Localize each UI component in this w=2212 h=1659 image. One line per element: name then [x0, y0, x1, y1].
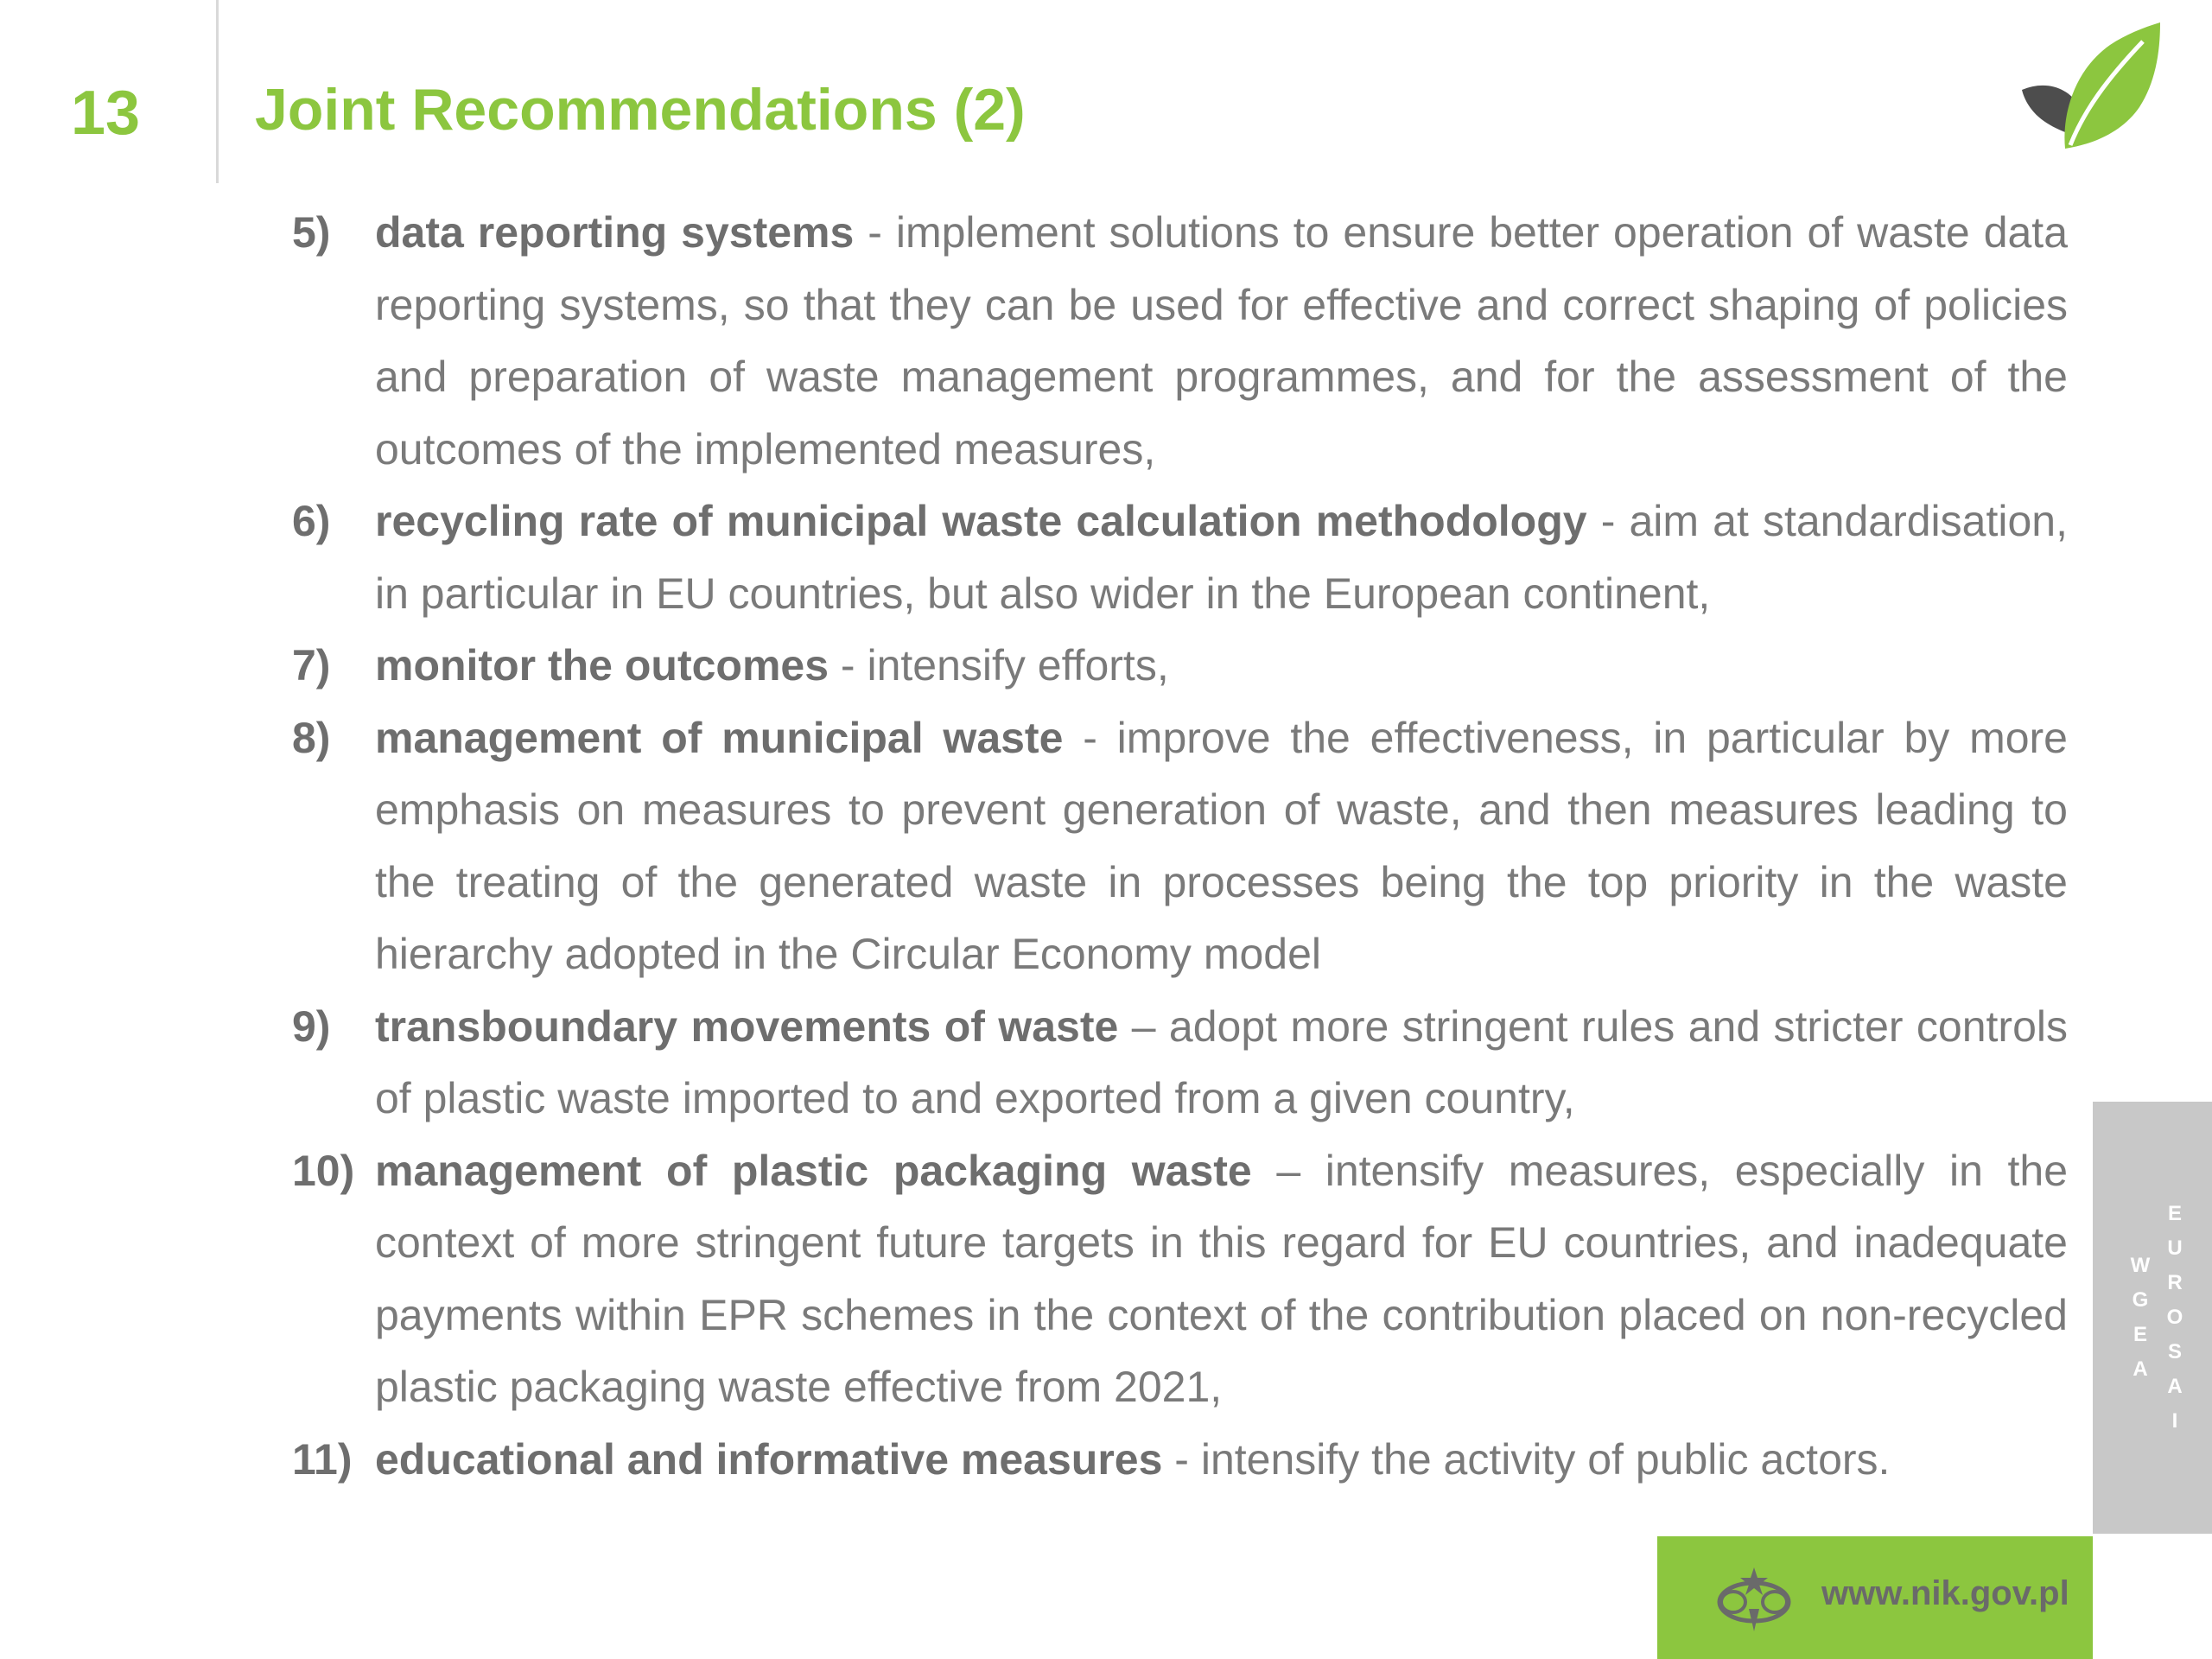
recommendation-item	[292, 197, 2068, 486]
recommendation-number: 10)	[292, 1146, 355, 1195]
side-tab-letter: U	[2167, 1236, 2183, 1260]
nik-website-link[interactable]: www.nik.gov.pl	[1821, 1574, 2069, 1612]
recommendation-number: 5)	[292, 208, 331, 257]
side-tab-eurosai	[2162, 1197, 2188, 1439]
side-tab-wgea	[2127, 1249, 2153, 1387]
recommendation-item	[292, 486, 2068, 630]
green-leaf-logo-icon	[2012, 19, 2167, 149]
slide-title: Joint Recommendations (2)	[255, 77, 1026, 143]
recommendation-number: 7)	[292, 641, 331, 690]
recommendation-number: 9)	[292, 1001, 331, 1051]
recommendation-topic: monitor the outcomes	[375, 641, 830, 690]
side-tab-letter: O	[2166, 1306, 2183, 1329]
recommendation-topic: educational and informative measures	[375, 1434, 1163, 1484]
slide-number: 13	[71, 79, 141, 148]
recommendation-text: - intensify efforts,	[829, 641, 1169, 690]
nik-emblem-icon	[1711, 1562, 1797, 1635]
side-tab-letter: E	[2167, 1202, 2182, 1225]
header-divider	[216, 0, 219, 183]
side-tab-letter: G	[2132, 1288, 2149, 1312]
side-tab-letter: A	[2133, 1357, 2148, 1381]
side-tab-letter: E	[2133, 1323, 2147, 1346]
recommendation-topic: transboundary movements of waste	[375, 1001, 1119, 1051]
recommendation-topic: management of municipal waste	[375, 713, 1064, 762]
recommendation-item	[292, 1424, 2068, 1497]
recommendation-topic: recycling rate of municipal waste calculation methodology	[375, 497, 1587, 545]
recommendation-item	[292, 630, 2068, 702]
recommendations-list	[292, 197, 2068, 1496]
recommendation-text: - improve the effectiveness, in particular by more emphasis on measures to prevent generation of waste, and then measures leading to the treating of the generated waste in processes being the top priority in the waste hierarchy adopted in the Circular Economy model	[375, 713, 2068, 978]
side-tab-letter: I	[2171, 1409, 2178, 1433]
side-tab-letter: A	[2167, 1375, 2183, 1398]
recommendation-item	[292, 991, 2068, 1135]
recommendation-text: – intensify measures, especially in the context of more stringent future targets in this regard for EU countries, and inadequate payments within EPR schemes in the context of the contribution placed on non-recycled plastic packaging waste effective from 2021,	[375, 1146, 2069, 1411]
recommendation-item	[292, 1135, 2068, 1424]
side-tab-letter: R	[2167, 1271, 2183, 1294]
side-tab-letter: W	[2130, 1254, 2151, 1277]
recommendation-text: – adopt more stringent rules and stricter controls of plastic waste imported to and exported from a given country,	[375, 1001, 2068, 1122]
side-tab-letter: S	[2167, 1340, 2182, 1363]
recommendation-topic: data reporting systems	[375, 208, 855, 257]
recommendation-text: - aim at standardisation, in particular in EU countries, but also wider in the European continent,	[375, 497, 2068, 618]
recommendation-text: - implement solutions to ensure better operation of waste data reporting systems, so that they can be used for effective and correct shaping of policies and preparation of waste management programmes, and for the assessment of the outcomes of the implemented measures,	[375, 208, 2069, 474]
recommendation-number: 11)	[292, 1434, 353, 1484]
recommendation-text: - intensify the activity of public actors.	[1162, 1434, 1891, 1484]
recommendation-item	[292, 702, 2068, 991]
side-tab	[2093, 1102, 2212, 1534]
footer-bar	[1657, 1536, 2093, 1659]
recommendation-number: 6)	[292, 497, 331, 545]
recommendation-number: 8)	[292, 713, 331, 762]
recommendation-topic: management of plastic packaging waste	[375, 1146, 1252, 1195]
